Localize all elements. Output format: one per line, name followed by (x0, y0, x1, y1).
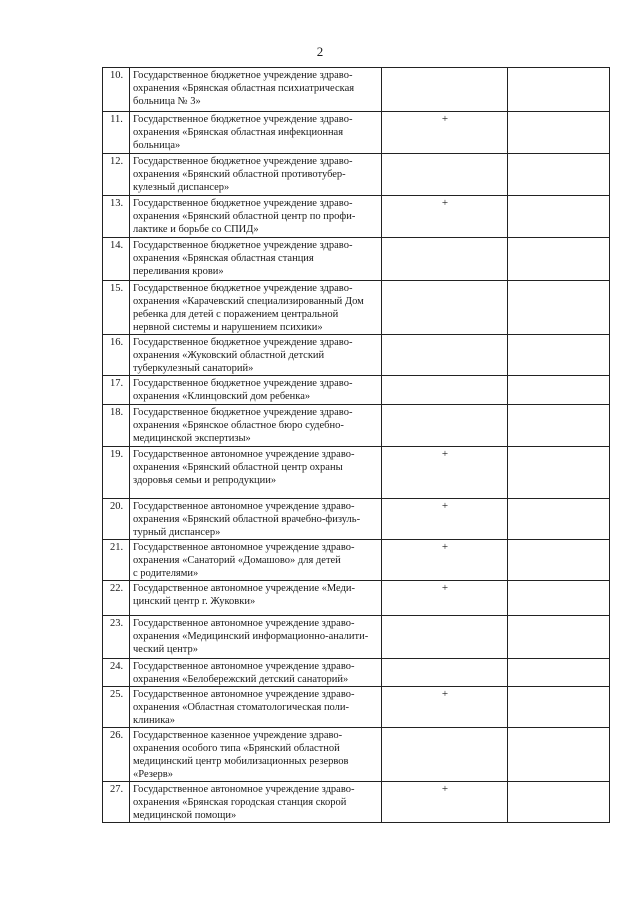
table-row (103, 376, 610, 405)
institution-name: Государственное автономное учреждение здраво- охранения «Брянский областной центр охраны здоровья семьи и репродукции» (130, 447, 382, 499)
table-row (103, 238, 610, 281)
institutions-table (102, 67, 610, 823)
table-row (103, 540, 610, 581)
empty-cell (508, 616, 610, 659)
empty-cell (508, 782, 610, 823)
mark-cell (382, 782, 508, 823)
institution-name: Государственное автономное учреждение здраво- охранения «Медицинский информационно-аналити- ческий центр» (130, 616, 382, 659)
mark-cell (382, 335, 508, 376)
empty-cell (508, 335, 610, 376)
mark-cell (382, 238, 508, 281)
institution-name: Государственное автономное учреждение здраво- охранения «Белобережский детский санаторий» (130, 659, 382, 687)
institution-name: Государственное бюджетное учреждение здраво- охранения «Карачевский специализированный Дом ребенка для детей с поражением центральной нервной системы и нарушением психики» (130, 281, 382, 335)
institution-name: Государственное бюджетное учреждение здраво- охранения «Брянская областная психиатрическая больница № 3» (130, 68, 382, 112)
mark-cell (382, 281, 508, 335)
empty-cell (508, 112, 610, 154)
institution-name: Государственное бюджетное учреждение здраво- охранения «Брянский областной противотубер- кулезный диспансер» (130, 154, 382, 196)
mark-cell (382, 112, 508, 154)
empty-cell (508, 154, 610, 196)
institution-name: Государственное автономное учреждение «Меди- цинский центр г. Жуковки» (130, 581, 382, 616)
mark-cell (382, 68, 508, 112)
institution-name: Государственное бюджетное учреждение здраво- охранения «Жуковский областной детский туберкулезный санаторий» (130, 335, 382, 376)
institution-name: Государственное казенное учреждение здраво- охранения особого типа «Брянский областной медицинский центр мобилизационных резервов «Резерв» (130, 728, 382, 782)
plus-mark: + (441, 500, 449, 512)
empty-cell (508, 376, 610, 405)
empty-cell (508, 238, 610, 281)
plus-mark: + (441, 582, 449, 594)
table-row (103, 728, 610, 782)
row-number: 12. (103, 154, 130, 196)
row-number: 26. (103, 728, 130, 782)
table-row (103, 782, 610, 823)
row-number: 20. (103, 499, 130, 540)
row-number: 22. (103, 581, 130, 616)
institution-name: Государственное бюджетное учреждение здраво- охранения «Брянское областное бюро судебно- медицинской экспертизы» (130, 405, 382, 447)
empty-cell (508, 68, 610, 112)
institution-name: Государственное бюджетное учреждение здраво- охранения «Брянская областная инфекционная больница» (130, 112, 382, 154)
empty-cell (508, 281, 610, 335)
table-row (103, 196, 610, 238)
table-row (103, 659, 610, 687)
row-number: 25. (103, 687, 130, 728)
table-row (103, 335, 610, 376)
empty-cell (508, 196, 610, 238)
institutions-table-body (103, 68, 610, 823)
mark-cell (382, 499, 508, 540)
plus-mark: + (441, 113, 449, 125)
empty-cell (508, 687, 610, 728)
plus-mark: + (441, 448, 449, 460)
table-row (103, 499, 610, 540)
mark-cell (382, 687, 508, 728)
row-number: 11. (103, 112, 130, 154)
mark-cell (382, 196, 508, 238)
table-row (103, 281, 610, 335)
plus-mark: + (441, 783, 449, 795)
row-number: 17. (103, 376, 130, 405)
mark-cell (382, 616, 508, 659)
row-number: 10. (103, 68, 130, 112)
table-row (103, 687, 610, 728)
empty-cell (508, 405, 610, 447)
institution-name: Государственное автономное учреждение здраво- охранения «Областная стоматологическая поли- клиника» (130, 687, 382, 728)
mark-cell (382, 540, 508, 581)
mark-cell (382, 447, 508, 499)
row-number: 14. (103, 238, 130, 281)
institution-name: Государственное автономное учреждение здраво- охранения «Брянский областной врачебно-физуль- турный диспансер» (130, 499, 382, 540)
mark-cell (382, 581, 508, 616)
row-number: 23. (103, 616, 130, 659)
institution-name: Государственное бюджетное учреждение здраво- охранения «Клинцовский дом ребенка» (130, 376, 382, 405)
table-row (103, 68, 610, 112)
row-number: 19. (103, 447, 130, 499)
institution-name: Государственное бюджетное учреждение здраво- охранения «Брянская областная станция переливания крови» (130, 238, 382, 281)
mark-cell (382, 659, 508, 687)
row-number: 21. (103, 540, 130, 581)
institution-name: Государственное автономное учреждение здраво- охранения «Брянская городская станция скорой медицинской помощи» (130, 782, 382, 823)
row-number: 18. (103, 405, 130, 447)
row-number: 27. (103, 782, 130, 823)
table-row (103, 112, 610, 154)
institution-name: Государственное бюджетное учреждение здраво- охранения «Брянский областной центр по профи- лактике и борьбе со СПИД» (130, 196, 382, 238)
mark-cell (382, 154, 508, 196)
row-number: 16. (103, 335, 130, 376)
table-row (103, 405, 610, 447)
table-row (103, 447, 610, 499)
plus-mark: + (441, 541, 449, 553)
empty-cell (508, 447, 610, 499)
table-row (103, 154, 610, 196)
empty-cell (508, 581, 610, 616)
mark-cell (382, 405, 508, 447)
row-number: 24. (103, 659, 130, 687)
empty-cell (508, 728, 610, 782)
plus-mark: + (441, 688, 449, 700)
empty-cell (508, 659, 610, 687)
mark-cell (382, 376, 508, 405)
empty-cell (508, 499, 610, 540)
plus-mark: + (441, 197, 449, 209)
row-number: 13. (103, 196, 130, 238)
page-number: 2 (316, 44, 324, 59)
empty-cell (508, 540, 610, 581)
mark-cell (382, 728, 508, 782)
table-row (103, 581, 610, 616)
row-number: 15. (103, 281, 130, 335)
table-row (103, 616, 610, 659)
institution-name: Государственное автономное учреждение здраво- охранения «Санаторий «Домашово» для детей с родителями» (130, 540, 382, 581)
